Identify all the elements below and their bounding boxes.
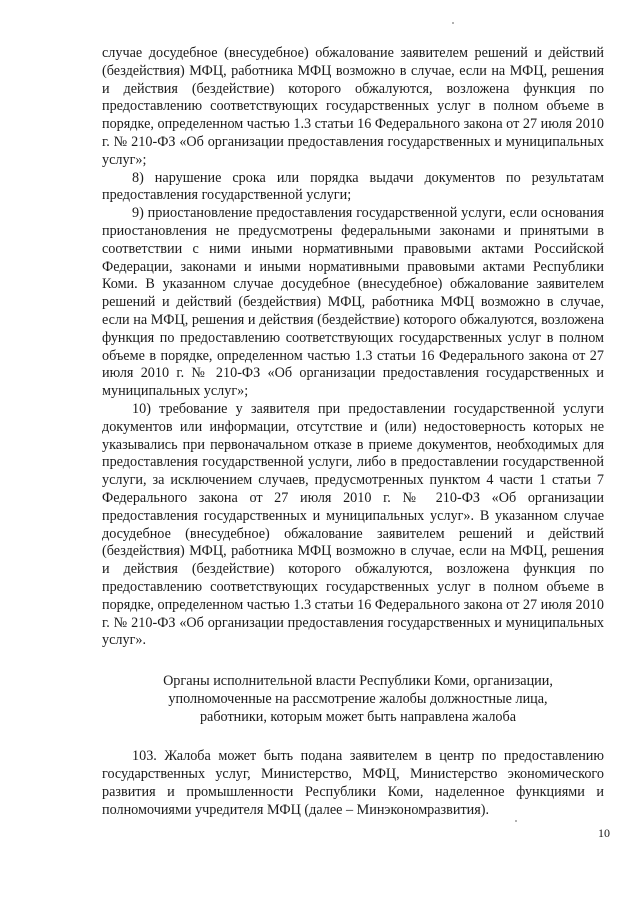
section-heading-line-2: уполномоченные на рассмотрение жалобы должностные лица, (168, 690, 548, 707)
scan-speck (452, 22, 454, 24)
paragraph-item-103: 103. Жалоба может быть подана заявителем в центр по предоставлению государственных услуг, Министерство, МФЦ, Министерство экономического развития и промышленности Республики Коми, наделенное функциями и полномочиями учредителя МФЦ (далее – Минэкономразвития). (102, 748, 604, 818)
scan-speck (515, 820, 517, 822)
paragraph-continuation: случае досудебное (внесудебное) обжалование заявителем решений и действий (бездействия) МФЦ, работника МФЦ возможно в случае, если на МФЦ, решения и действия (бездействие) которого обжалуются, возложена функция по предоставлению соответствующих государственных услуг в полном объеме в порядке, определенном частью 1.3 статьи 16 Федерального закона от 27 июля 2010 г. № 210-ФЗ «Об организации предоставления государственных и муниципальных услуг»; (102, 45, 604, 168)
paragraph-item-10: 10) требование у заявителя при предоставлении государственной услуги документов или информации, отсутствие и (или) недостоверность которых не указывались при первоначальном отказе в приеме документов, необходимых для предоставления государственной услуги, либо в предоставлении государственной услуги, за исключением случаев, предусмотренных пунктом 4 части 1 статьи 7 Федерального закона от 27 июля 2010 г. № 210-ФЗ «Об организации предоставления государственных и муниципальных услуг». В указанном случае досудебное (внесудебное) обжалование заявителем решений и действий (бездействия) МФЦ, работника МФЦ возможно в случае, если на МФЦ, решения и действия (бездействие) которого обжалуются, возложена функция по предоставлению соответствующих государственных услуг в полном объеме в порядке, определенном частью 1.3 статьи 16 Федерального закона от 27 июля 2010 г. № 210-ФЗ «Об организации предоставления государственных и муниципальных услуг». (102, 400, 604, 649)
page-number: 10 (598, 826, 610, 840)
paragraph-item-8: 8) нарушение срока или порядка выдачи документов по результатам предоставления государственной услуги; (102, 169, 604, 204)
paragraph-item-9: 9) приостановление предоставления государственной услуги, если основания приостановления не предусмотрены федеральными законами и принятыми в соответствии с ними иными нормативными правовыми актами Российской Федерации, законами и иными нормативными правовыми актами Республики Коми. В указанном случае досудебное (внесудебное) обжалование заявителем решений и действий (бездействия) МФЦ, работника МФЦ возможно в случае, если на МФЦ, решения и действия (бездействие) которого обжалуются, возложена функция по предоставлению соответствующих государственных услуг в полном объеме в порядке, определенном частью 1.3 статьи 16 Федерального закона от 27 июля 2010 г. № 210-ФЗ «Об организации предоставления государственных и муниципальных услуг»; (102, 205, 604, 400)
section-heading (102, 673, 604, 726)
section-heading-line-3: работники, которым может быть направлена жалоба (199, 708, 517, 725)
section-heading-line-1: Органы исполнительной власти Республики Коми, организации, (163, 673, 553, 690)
